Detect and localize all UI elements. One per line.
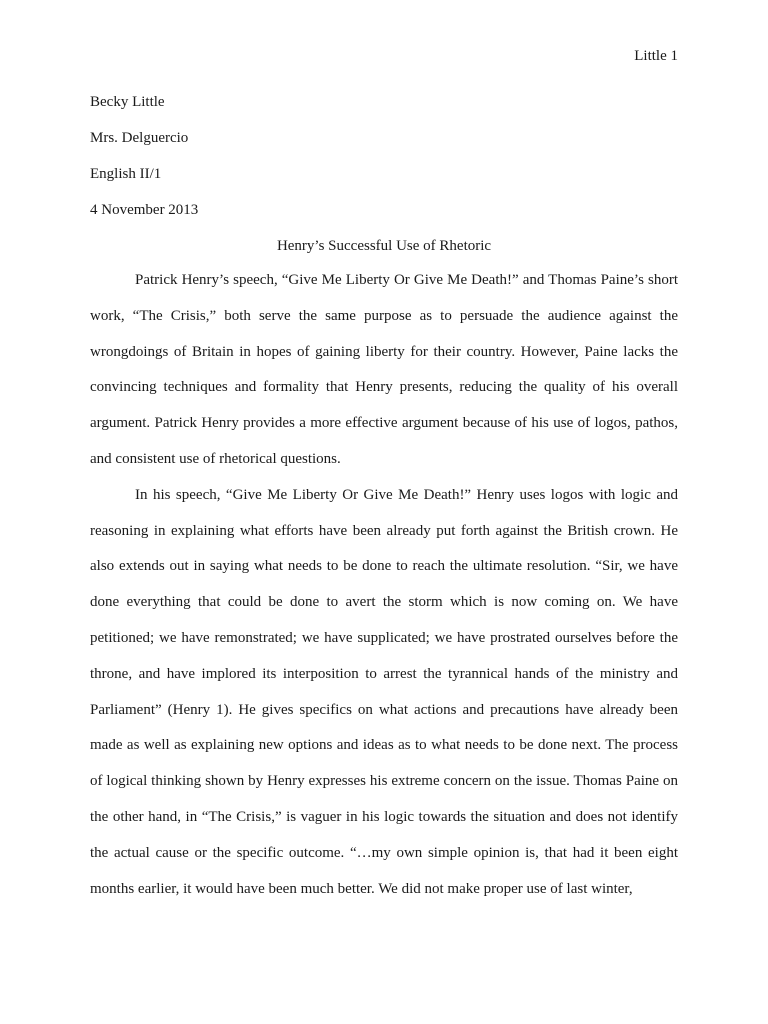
- paragraph-1: Patrick Henry’s speech, “Give Me Liberty Or Give Me Death!” and Thomas Paine’s short work, “The Crisis,” both serve the same purpose as to persuade the audience against the wrongdoings of Britain in hopes of gaining liberty for their country. However, Paine lacks the convincing techniques and formality that Henry presents, reducing the quality of his overall argument. Patrick Henry provides a more effective argument because of his use of logos, pathos, and consistent use of rhetorical questions.: [90, 272, 678, 467]
- author-name: Becky Little: [90, 94, 165, 110]
- essay-date: 4 November 2013: [90, 202, 199, 218]
- course-name: English II/1: [90, 166, 162, 182]
- essay-title: Henry’s Successful Use of Rhetoric: [276, 238, 492, 254]
- paragraph-2: In his speech, “Give Me Liberty Or Give Me Death!” Henry uses logos with logic and reasoning in explaining what efforts have been already put forth against the British crown. He also extends out in saying what needs to be done to reach the ultimate resolution. “Sir, we have done everything that could be done to avert the storm which is now coming on. We have petitioned; we have remonstrated; we have supplicated; we have prostrated ourselves before the throne, and have implored its interposition to arrest the tyrannical hands of the ministry and Parliament” (Henry 1). He gives specifics on what actions and precautions have already been made as well as explaining new options and ideas as to what needs to be done next. The process of logical thinking shown by Henry expresses his extreme concern on the issue. Thomas Paine on the other hand, in “The Crisis,” is vaguer in his logic towards the situation and does not identify the actual cause or the specific outcome. “…my own simple opinion is, that had it been eight months earlier, it would have been much better. We did not make proper use of last winter,: [90, 486, 678, 897]
- mla-heading: [90, 92, 678, 236]
- instructor-name: Mrs. Delguercio: [90, 130, 189, 146]
- essay-body: [90, 263, 678, 907]
- page-header-page-number: Little 1: [634, 48, 678, 64]
